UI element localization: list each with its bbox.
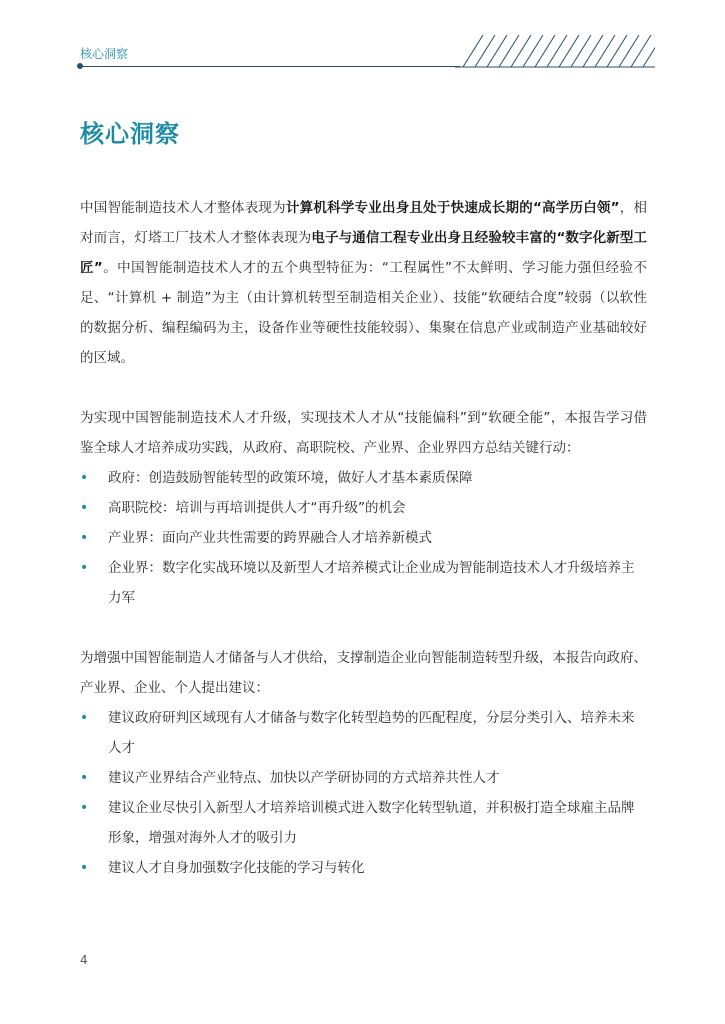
body-text: ，相对而言，灯塔工厂技术人才整体表现为	[80, 200, 648, 246]
hatch-line	[571, 35, 591, 67]
list-item-text: 建议政府研判区域现有人才储备与数字化转型趋势的匹配程度，分层分类引入、培养未来人才	[108, 710, 635, 756]
bullet-icon: •	[80, 800, 89, 816]
action-item	[80, 523, 647, 553]
hatch-line	[583, 35, 603, 67]
hatch-line	[631, 35, 651, 67]
bullet-icon: •	[80, 560, 89, 576]
hatch-line	[487, 35, 507, 67]
bullet-icon: •	[80, 710, 89, 726]
list-item-text: 产业界：面向产业共性需要的跨界融合人才培养新模式	[108, 530, 432, 546]
hatch-line	[499, 35, 519, 67]
bullet-icon: •	[80, 860, 89, 876]
header-hatch-decoration	[455, 34, 655, 68]
suggestion-item	[80, 703, 647, 763]
page-number: 4	[80, 953, 88, 967]
body-text: 中国智能制造技术人才整体表现为	[80, 200, 286, 216]
hatch-line	[523, 35, 543, 67]
suggestion-item	[80, 763, 647, 793]
hatch-line	[559, 35, 579, 67]
bullet-icon: •	[80, 770, 89, 786]
paragraph-gap	[80, 373, 647, 403]
hatch-line	[535, 35, 555, 67]
action-item	[80, 463, 647, 493]
main-content	[80, 193, 647, 883]
actions-list	[80, 463, 647, 613]
header-label: 核心洞察	[80, 47, 129, 61]
bullet-icon: •	[80, 500, 89, 516]
action-item	[80, 553, 647, 613]
header-rule	[80, 66, 460, 67]
suggestions-list	[80, 703, 647, 883]
bullet-icon: •	[80, 530, 89, 546]
hatch-line	[595, 35, 615, 67]
bullet-icon: •	[80, 470, 89, 486]
suggestions-intro-paragraph: 为增强中国智能制造人才储备与人才供给，支撑制造企业向智能制造转型升级，本报告向政府、产业界、企业、个人提出建议：	[80, 650, 647, 696]
header-dot	[77, 63, 83, 69]
suggestion-item	[80, 793, 647, 853]
actions-intro-paragraph: 为实现中国智能制造技术人才升级，实现技术人才从“技能偏科”到“软硬全能”，本报告学习借鉴全球人才培养成功实践，从政府、高职院校、产业界、企业界四方总结关键行动：	[80, 410, 647, 456]
summary-paragraph	[80, 193, 647, 373]
hatch-line	[643, 35, 655, 67]
hatch-line	[463, 35, 483, 67]
hatch-line	[619, 35, 639, 67]
emphasis-text: 电子与通信工程专业出身且经验较丰富的“数字化新型工匠”	[80, 230, 648, 276]
list-item-text: 高职院校：培训与再培训提供人才“再升级”的机会	[108, 500, 406, 516]
hatch-line	[475, 35, 495, 67]
paragraph-gap	[80, 613, 647, 643]
page-title: 核心洞察	[80, 120, 180, 148]
list-item-text: 建议产业界结合产业特点、加快以产学研协同的方式培养共性人才	[108, 770, 500, 786]
body-text: 。中国智能制造技术人才的五个典型特征为：“工程属性”不太鲜明、学习能力强但经验不足、“计算机 + 制造”为主（由计算机转型至制造相关企业）、技能“软硬结合度”较弱（以软性的数据分析、编程编码为主，设备作业等硬性技能较弱）、集聚在信息产业或制造产业基础较好的区域。	[80, 260, 647, 366]
hatch-line	[607, 35, 627, 67]
list-item-text: 企业界：数字化实战环境以及新型人才培养模式让企业成为智能制造技术人才升级培养主力军	[108, 560, 635, 606]
list-item-text: 建议人才自身加强数字化技能的学习与转化	[108, 860, 365, 876]
emphasis-text: 计算机科学专业出身且处于快速成长期的“高学历白领”	[285, 200, 620, 216]
hatch-line	[511, 35, 531, 67]
action-item	[80, 493, 647, 523]
hatch-line	[547, 35, 567, 67]
list-item-text: 建议企业尽快引入新型人才培养培训模式进入数字化转型轨道，并积极打造全球雇主品牌形象，增强对海外人才的吸引力	[108, 800, 635, 846]
list-item-text: 政府：创造鼓励智能转型的政策环境，做好人才基本素质保障	[108, 470, 473, 486]
suggestion-item	[80, 853, 647, 883]
